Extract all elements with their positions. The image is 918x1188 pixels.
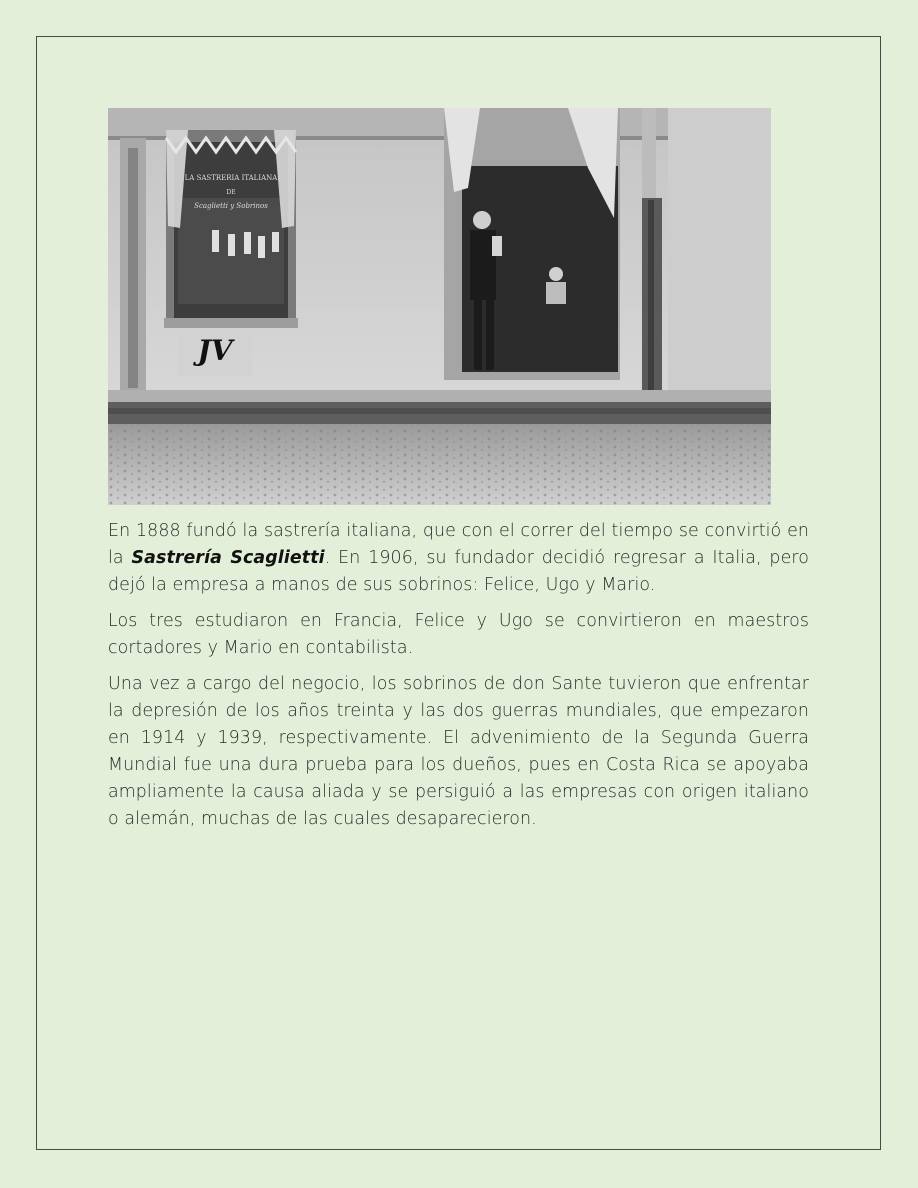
historical-photo	[108, 108, 771, 505]
sign-text-line-2: DE	[226, 189, 236, 196]
brand-name: Sastrería Scaglietti	[131, 548, 325, 568]
sign-text-line-3: Scaglietti y Sobrinos	[194, 202, 268, 210]
paragraph-1-rest: . En 1906, su fundador decidió regresar a Italia, pero dejó la empresa a manos de sus sobrinos: Felice, Ugo y Mario.	[108, 548, 809, 595]
sign-text-line-1: LA SASTRERIA ITALIANA	[184, 174, 278, 182]
paragraph-2: Los tres estudiaron en Francia, Felice y Ugo se convirtieron en maestros cortadores y Mario en contabilista.	[108, 611, 809, 658]
article-text	[108, 518, 809, 842]
paragraph-1	[108, 518, 809, 599]
paragraph-1-intro: En 1888 fundó la sastrería italiana, que con el correr del tiempo se convirtió en la	[108, 521, 809, 568]
paragraph-3: Una vez a cargo del negocio, los sobrinos de don Sante tuvieron que enfrentar la depresión de los años treinta y las dos guerras mundiales, que empezaron en 1914 y 1939, respectivamente. El advenimiento de la Segunda Guerra Mundial fue una dura prueba para los dueños, pues en Costa Rica se apoyaba ampliamente la causa aliada y se persiguió a las empresas con origen italiano o alemán, muchas de las cuales desaparecieron.	[108, 674, 809, 829]
monogram-jv: JV	[197, 334, 233, 367]
